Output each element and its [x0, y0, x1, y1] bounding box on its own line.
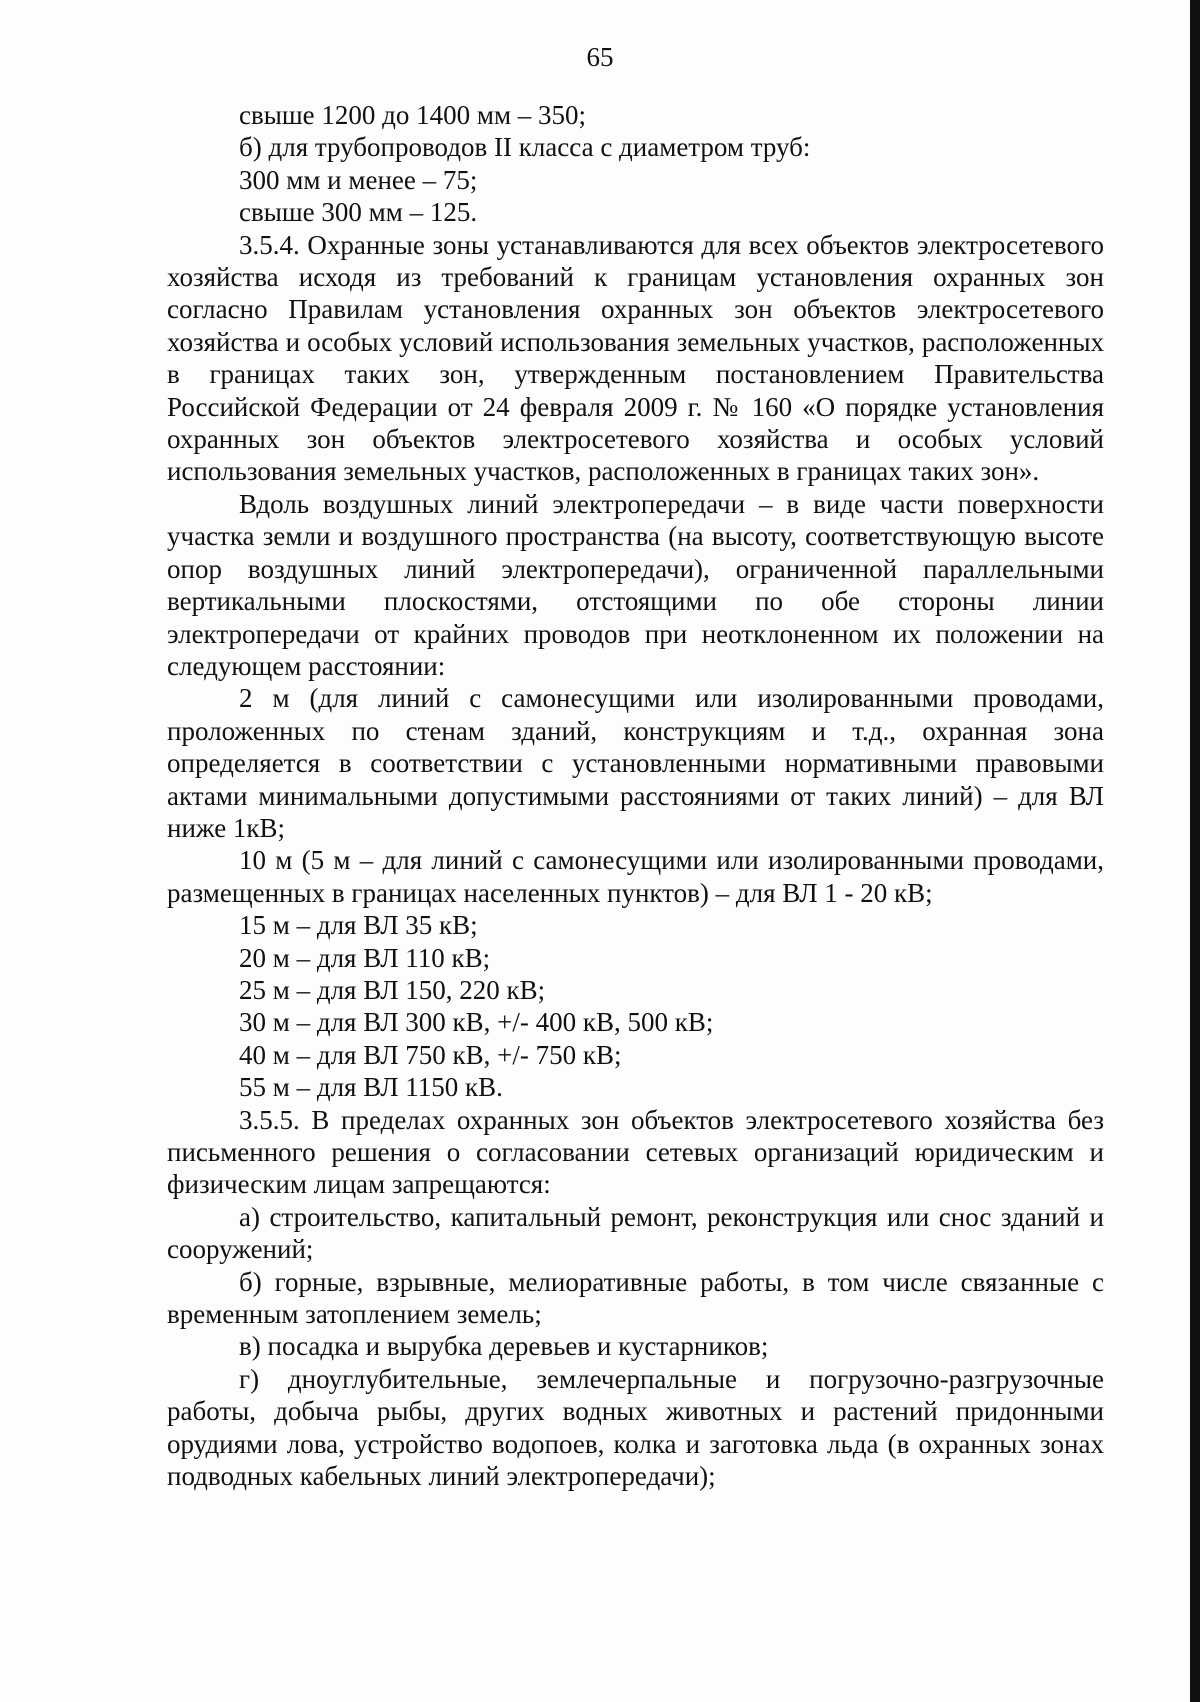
paragraph-15m: 15 м – для ВЛ 35 кВ; — [239, 910, 478, 941]
paragraph-overhead-lines: Вдоль воздушных линий электропередачи – в виде части поверхности участка земли и воздушного пространства (на высоту, соответствующую высоте опор воздушных линий электропередачи), ограниченной параллельными вертикальными плоскостями, отстоящими по обе стороны линии электропередачи от крайних проводов при неотклоненном их положении на следующем расстоянии: — [167, 488, 1104, 681]
paragraph-300mm-or-less: 300 мм и менее – 75; — [239, 164, 478, 195]
paragraph-25m: 25 м – для ВЛ 150, 220 кВ; — [239, 974, 546, 1005]
paragraph-3-5-4: 3.5.4. Охранные зоны устанавливаются для всех объектов электросетевого хозяйства исходя из требований к границам установления охранных зон согласно Правилам установления охранных зон объектов электросетевого хозяйства и особых условий использования земельных участков, расположенных в границах таких зон, утвержденным постановлением Правительства Российской Федерации от 24 февраля 2009 г. № 160 «О порядке установления охранных зон объектов электросетевого хозяйства и особых условий использования земельных участков, расположенных в границах таких зон». — [167, 229, 1104, 487]
paragraph-55m: 55 м – для ВЛ 1150 кВ. — [239, 1072, 503, 1103]
document-body — [167, 99, 1104, 1492]
page-number: 65 — [586, 42, 614, 72]
paragraph-10m: 10 м (5 м – для линий с самонесущими или изолированными проводами, размещенных в границах населенных пунктов) – для ВЛ 1 - 20 кВ; — [167, 845, 1104, 908]
paragraph-item-v: в) посадка и вырубка деревьев и кустарников; — [239, 1331, 769, 1362]
paragraph-40m: 40 м – для ВЛ 750 кВ, +/- 750 кВ; — [239, 1039, 622, 1070]
paragraph-2m: 2 м (для линий с самонесущими или изолированными проводами, проложенных по стенам зданий, конструкциям и т.д., охранная зона определяется в соответствии с установленными нормативными правовыми актами минимальными допустимыми расстояниями от таких линий) – для ВЛ ниже 1кВ; — [167, 683, 1104, 843]
paragraph-item-g: г) дноуглубительные, землечерпальные и погрузочно-разгрузочные работы, добыча рыбы, других водных животных и растений придонными орудиями лова, устройство водопоев, колка и заготовка льда (в охранных зонах подводных кабельных линий электропередачи); — [167, 1363, 1104, 1492]
paragraph-20m: 20 м – для ВЛ 110 кВ; — [239, 942, 491, 973]
paragraph-item-b: б) горные, взрывные, мелиоративные работы, в том числе связанные с временным затоплением земель; — [167, 1266, 1104, 1330]
paragraph-30m: 30 м – для ВЛ 300 кВ, +/- 400 кВ, 500 кВ; — [239, 1007, 714, 1038]
paragraph-3-5-5: 3.5.5. В пределах охранных зон объектов электросетевого хозяйства без письменного решения о согласовании сетевых организаций юридическим и физическим лицам запрещаются: — [167, 1104, 1104, 1200]
paragraph-item-a: а) строительство, капитальный ремонт, реконструкция или снос зданий и сооружений; — [167, 1201, 1104, 1265]
paragraph-1400mm: свыше 1200 до 1400 мм – 350; — [239, 100, 587, 130]
paragraph-class-ii-pipelines: б) для трубопроводов II класса с диаметром труб: — [239, 132, 811, 163]
scan-edge-shadow — [1190, 0, 1200, 1702]
paragraph-over-300mm: свыше 300 мм – 125. — [239, 197, 478, 228]
